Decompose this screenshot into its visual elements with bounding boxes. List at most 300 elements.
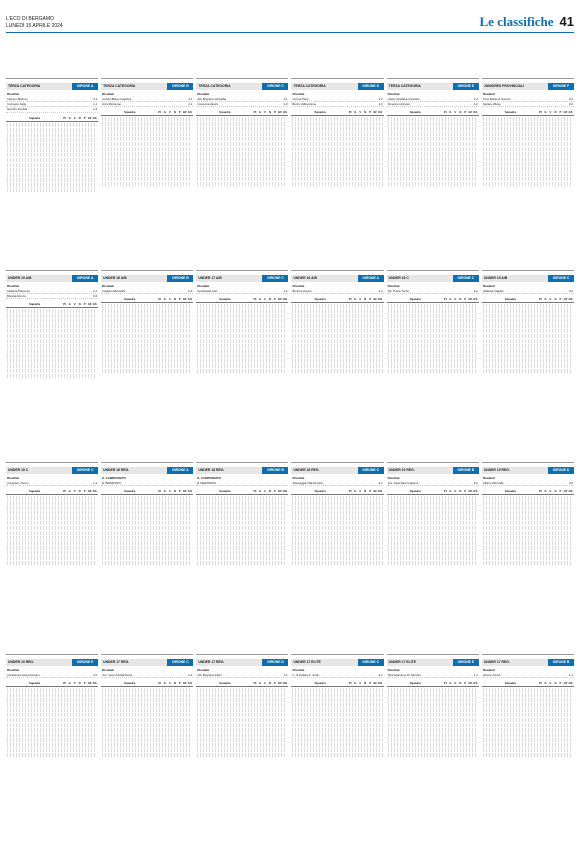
table-row <box>7 309 97 313</box>
table-row <box>292 531 382 535</box>
match-score: 0-0 <box>93 294 98 299</box>
girone-badge: GIRONE A <box>72 275 98 282</box>
match-score: 1-2 <box>283 289 288 293</box>
table-row <box>388 693 478 697</box>
girone-badge: GIRONE C <box>262 275 288 282</box>
box-header <box>101 467 193 474</box>
table-header-cell: Pt <box>158 681 162 686</box>
table-row <box>197 152 287 156</box>
table-row <box>197 703 287 707</box>
result-line <box>291 102 383 107</box>
table-row <box>7 698 97 702</box>
table-header-cell: P <box>178 297 181 302</box>
table-row <box>197 172 287 176</box>
result-line <box>387 289 479 294</box>
table-header-cell: GF <box>278 297 282 302</box>
table-row <box>388 723 478 727</box>
match-teams: Nembro-Pontida <box>7 107 28 112</box>
table-row <box>102 516 192 520</box>
table-row <box>292 127 382 131</box>
table-row <box>483 369 573 373</box>
girone-badge: GIRONE C <box>358 467 384 474</box>
box-title: UNDER 18 A/B <box>101 275 167 282</box>
table-header <box>482 488 574 495</box>
table-row <box>388 309 478 313</box>
table-header-cell: GF <box>373 489 378 494</box>
table-header-cell: P <box>178 489 181 494</box>
result-line <box>6 481 98 486</box>
table-row <box>7 733 97 737</box>
issue-date: LUNEDÌ 15 APRILE 2024 <box>6 23 63 29</box>
girone-badge: GIRONE E <box>453 83 479 90</box>
table-header-cell: GS <box>187 489 192 494</box>
table-row <box>197 561 287 565</box>
table-row <box>197 546 287 550</box>
table-header-cell: GF <box>278 681 282 686</box>
result-line <box>6 294 98 299</box>
table-header <box>482 680 574 687</box>
box-header <box>387 83 479 90</box>
table-row <box>102 177 192 181</box>
table-row <box>483 324 573 328</box>
table-row <box>7 556 97 560</box>
table-row <box>292 344 382 348</box>
result-line <box>291 289 383 294</box>
table-row <box>292 501 382 505</box>
paper-name: L'ECO DI BERGAMO <box>6 16 54 22</box>
table-header-cell: G <box>449 110 452 115</box>
table-header-cell: V <box>73 681 76 686</box>
table-row <box>483 561 573 565</box>
table-row <box>102 723 192 727</box>
match-score: 2-1 <box>188 102 193 107</box>
table-header-cell: Pt <box>158 297 162 302</box>
match-score: 1-1 <box>283 97 288 101</box>
match-teams: Seriate-Villese <box>482 102 501 107</box>
table-row <box>388 364 478 368</box>
table-header-cell: Pt <box>348 297 352 302</box>
table-row <box>197 743 287 747</box>
match-score: 3-1 <box>93 97 98 101</box>
table-header-cell: GS <box>282 110 287 115</box>
table-row <box>102 743 192 747</box>
box-header <box>387 275 479 282</box>
table-header-cell: V <box>168 110 171 115</box>
box-title: JUNIORES PROVINCIALI <box>482 83 548 90</box>
result-line <box>387 481 479 486</box>
table-row <box>7 344 97 348</box>
table-header-cell: GF <box>373 297 378 302</box>
table-row <box>388 713 478 717</box>
table-header-cell: N <box>459 110 462 115</box>
table-header-cell: GF <box>182 681 187 686</box>
standings-box <box>387 462 479 648</box>
table-row <box>292 511 382 515</box>
table-row <box>102 132 192 136</box>
table-row <box>483 501 573 505</box>
table-row <box>102 698 192 702</box>
table-header-cell: N <box>364 681 367 686</box>
table-header <box>101 488 193 495</box>
table-row <box>483 309 573 313</box>
table-header-cell: G <box>544 489 547 494</box>
table-header-cell: Pt <box>539 297 542 302</box>
table-row <box>483 122 573 126</box>
table-row <box>292 693 382 697</box>
table-row <box>102 314 192 318</box>
result-line <box>482 289 574 294</box>
table-header-cell: V <box>454 297 457 302</box>
girone-badge: GIRONE C <box>72 467 98 474</box>
box-header <box>387 467 479 474</box>
table-header-cell: N <box>459 681 462 686</box>
table-header-cell: Squadra <box>504 489 516 494</box>
table-row <box>483 753 573 757</box>
table-row <box>388 511 478 515</box>
table-row <box>7 753 97 757</box>
table-row <box>102 733 192 737</box>
table-header-cell: Pt <box>158 489 162 494</box>
box-title: UNDER 17 ELITE <box>387 659 453 666</box>
table-header-cell: G <box>544 681 547 686</box>
table-header-cell: N <box>173 110 176 115</box>
table-row <box>7 128 97 132</box>
table-row <box>197 117 287 121</box>
box-title: UNDER 19 REG. <box>387 467 453 474</box>
table-row <box>197 364 287 368</box>
table-row <box>483 344 573 348</box>
table-header-cell: Pt <box>348 110 352 115</box>
box-title: UNDER 16 C <box>387 275 453 282</box>
match-teams: Acc. Gera d'Adda-Ponte <box>102 673 133 677</box>
table-header-cell: Squadra <box>504 110 516 115</box>
table-row <box>388 743 478 747</box>
table-header-cell: G <box>258 297 262 302</box>
match-score: 1-1 <box>283 673 288 677</box>
table-row <box>483 157 573 161</box>
table-row <box>292 713 382 717</box>
table-row <box>483 738 573 742</box>
table-header-cell: N <box>554 297 557 302</box>
table-row <box>292 753 382 757</box>
table-header-cell: Squadra <box>314 297 326 302</box>
table-row <box>7 501 97 505</box>
match-teams: Atalanta-Piacenza <box>7 289 30 293</box>
table-row <box>483 743 573 747</box>
girone-badge: GIRONE C <box>358 659 384 666</box>
table-header-cell: V <box>549 489 552 494</box>
table-header-cell: P <box>274 489 276 494</box>
table-header-cell: GS <box>282 489 287 494</box>
table-header-cell: V <box>73 115 76 120</box>
table-row <box>7 693 97 697</box>
girone-badge: GIRONE B <box>167 83 193 90</box>
match-teams: Acc. Isola-Real Calepina <box>387 481 419 485</box>
table-row <box>388 501 478 505</box>
table-row <box>7 506 97 510</box>
table-header-cell: V <box>168 297 171 302</box>
match-teams: Arcene-Trezzo <box>482 673 502 677</box>
match-score: 1-2 <box>93 481 98 485</box>
table-row <box>197 359 287 363</box>
table-header-cell: GF <box>278 110 282 115</box>
table-header-cell: GS <box>473 681 478 686</box>
table-header-cell: V <box>168 489 171 494</box>
masthead-left <box>6 16 63 30</box>
box-subtitle: Risultati <box>102 92 114 96</box>
girone-badge: GIRONE A <box>72 83 98 90</box>
table-row <box>388 339 478 343</box>
box-subtitle: IL CAMPIONATO <box>102 476 126 480</box>
box-header <box>291 467 383 474</box>
table-header-cell: N <box>364 110 367 115</box>
table-row <box>292 546 382 550</box>
table-header-cell: V <box>454 110 457 115</box>
match-teams: Atalanta-Cagliari <box>482 289 504 293</box>
table-row <box>102 531 192 535</box>
match-score: 1-3 <box>378 289 383 293</box>
table-header <box>387 680 479 687</box>
table-row <box>292 334 382 338</box>
table-row <box>102 536 192 540</box>
box-header <box>6 275 98 282</box>
table-row <box>292 556 382 560</box>
table-row <box>197 314 287 318</box>
box-header <box>196 83 288 90</box>
table-header-cell: V <box>168 681 171 686</box>
match-teams: Canonica-Zanica <box>197 102 219 107</box>
table-row <box>388 546 478 550</box>
table-row <box>292 708 382 712</box>
table-row <box>483 364 573 368</box>
table-row <box>292 688 382 692</box>
table-row <box>197 319 287 323</box>
girone-badge: GIRONE F <box>548 83 574 90</box>
girone-badge: GIRONE A <box>167 467 193 474</box>
table-header-cell: GF <box>468 681 473 686</box>
table-row <box>7 723 97 727</box>
table-row <box>7 511 97 515</box>
table-row <box>292 551 382 555</box>
table-row <box>483 718 573 722</box>
standings-box <box>482 654 574 840</box>
table-row <box>292 506 382 510</box>
box-title: UNDER 19 REG. <box>6 659 72 666</box>
table-row <box>292 364 382 368</box>
table-row <box>102 748 192 752</box>
table-row <box>102 364 192 368</box>
table-row <box>388 496 478 500</box>
table-row <box>292 541 382 545</box>
table-row <box>102 369 192 373</box>
table-row <box>483 319 573 323</box>
table-row <box>7 163 97 167</box>
table-row <box>7 319 97 323</box>
table-header-cell: Squadra <box>314 110 326 115</box>
table-header <box>482 109 574 116</box>
table-header <box>196 488 288 495</box>
table-row <box>7 526 97 530</box>
table-row <box>388 122 478 126</box>
table-header-cell: GF <box>563 681 568 686</box>
table-row <box>197 354 287 358</box>
table-header-cell: N <box>78 489 81 494</box>
table-header-cell: V <box>454 489 457 494</box>
table-header-cell: GS <box>473 489 478 494</box>
match-score: 1-0 <box>473 102 478 107</box>
table-header-cell: GS <box>568 489 573 494</box>
table-header-cell: GS <box>568 681 573 686</box>
table-row <box>483 304 573 308</box>
table-header-cell: Pt <box>253 489 257 494</box>
table-row <box>7 143 97 147</box>
table-row <box>483 127 573 131</box>
table-header-cell: Squadra <box>124 297 136 302</box>
table-header-cell: Pt <box>63 302 67 307</box>
table-header-cell: G <box>163 110 166 115</box>
table-row <box>7 359 97 363</box>
table-header-cell: N <box>173 297 176 302</box>
box-subtitle: Risultati <box>7 284 19 288</box>
table-header-cell: Squadra <box>28 681 41 686</box>
box-header <box>101 83 193 90</box>
table-row <box>102 349 192 353</box>
table-header <box>6 115 98 122</box>
table-row <box>483 541 573 545</box>
match-score: 1-1 <box>473 673 478 677</box>
match-teams: Calcio Ghisalba-Carobbio <box>387 97 420 101</box>
table-header-cell: GF <box>563 110 568 115</box>
table-row <box>388 142 478 146</box>
table-header-cell: V <box>359 681 362 686</box>
table-row <box>388 147 478 151</box>
table-header-cell: P <box>274 297 276 302</box>
table-row <box>7 148 97 152</box>
table-header-cell: Pt <box>253 681 257 686</box>
table-header-cell: G <box>163 297 166 302</box>
table-header-cell: P <box>559 681 562 686</box>
box-header <box>196 275 288 282</box>
match-teams: Gromo-Parre <box>292 97 309 101</box>
table-header-cell: Pt <box>443 297 447 302</box>
table-row <box>292 743 382 747</box>
match-teams: Arzignano-Trento <box>7 481 29 485</box>
box-header <box>482 275 574 282</box>
table-row <box>388 506 478 510</box>
table-header-cell: G <box>354 489 357 494</box>
table-row <box>292 526 382 530</box>
table-row <box>292 339 382 343</box>
box-header <box>291 275 383 282</box>
table-row <box>388 703 478 707</box>
result-line <box>387 102 479 107</box>
table-row <box>292 329 382 333</box>
table-header-cell: P <box>559 297 562 302</box>
match-teams: È TERMINATO <box>102 481 121 485</box>
table-header-cell: Squadra <box>409 297 421 302</box>
table-row <box>197 551 287 555</box>
result-line <box>196 102 288 107</box>
table-row <box>102 703 192 707</box>
table-row <box>292 728 382 732</box>
standings-grid <box>6 78 574 846</box>
table-row <box>292 698 382 702</box>
girone-badge: GIRONE C <box>548 275 574 282</box>
match-teams: Arzo-Pedrengo <box>102 102 121 107</box>
box-subtitle: Risultati <box>387 284 400 288</box>
table-row <box>483 556 573 560</box>
table-header <box>101 109 193 116</box>
table-row <box>197 147 287 151</box>
masthead-rule <box>6 32 574 33</box>
table-row <box>292 369 382 373</box>
table-row <box>7 374 97 378</box>
table-header-cell: P <box>464 681 467 686</box>
table-header-cell: GS <box>473 110 478 115</box>
box-subtitle: Risultati <box>197 284 210 288</box>
table-header <box>291 680 383 687</box>
table-header-cell: G <box>544 297 547 302</box>
table-header-cell: V <box>454 681 457 686</box>
table-row <box>292 536 382 540</box>
table-row <box>7 314 97 318</box>
table-header-cell: GF <box>87 681 92 686</box>
table-header-cell: V <box>359 297 362 302</box>
table-header-cell: G <box>68 302 71 307</box>
match-score: 2-1 <box>93 289 98 293</box>
standings-box <box>6 462 98 648</box>
table-header-cell: GS <box>378 297 383 302</box>
table-row <box>483 506 573 510</box>
box-subtitle: Risultati <box>387 476 400 480</box>
table-header-cell: Squadra <box>28 302 41 307</box>
box-header <box>101 275 193 282</box>
result-line <box>101 673 193 678</box>
table-header-cell: Pt <box>443 110 447 115</box>
table-row <box>483 496 573 500</box>
table-header-cell: N <box>173 489 176 494</box>
table-row <box>102 511 192 515</box>
table-header-cell: P <box>83 302 86 307</box>
table-row <box>102 122 192 126</box>
match-teams: È TERMINATO <box>197 481 217 485</box>
table-header-cell: GF <box>468 110 473 115</box>
box-subtitle: Risultati <box>482 92 495 96</box>
table-row <box>102 693 192 697</box>
standings-box <box>6 654 98 840</box>
table-header-cell: P <box>369 489 372 494</box>
table-header-cell: Pt <box>539 681 542 686</box>
table-header <box>482 296 574 303</box>
table-row <box>483 536 573 540</box>
table-row <box>292 349 382 353</box>
table-row <box>197 369 287 373</box>
table-header <box>291 296 383 303</box>
table-header-cell: GS <box>378 489 383 494</box>
match-score: 3-1 <box>378 481 383 485</box>
table-row <box>388 182 478 186</box>
table-header-cell: N <box>78 302 81 307</box>
table-header-cell: Pt <box>63 489 67 494</box>
table-row <box>7 708 97 712</box>
table-row <box>388 728 478 732</box>
box-title: UNDER 17 ELITE <box>291 659 357 666</box>
table-row <box>7 123 97 127</box>
match-teams: Torre Boldone-Scanzo <box>482 97 511 101</box>
table-row <box>7 748 97 752</box>
table-row <box>102 753 192 757</box>
table-row <box>292 718 382 722</box>
